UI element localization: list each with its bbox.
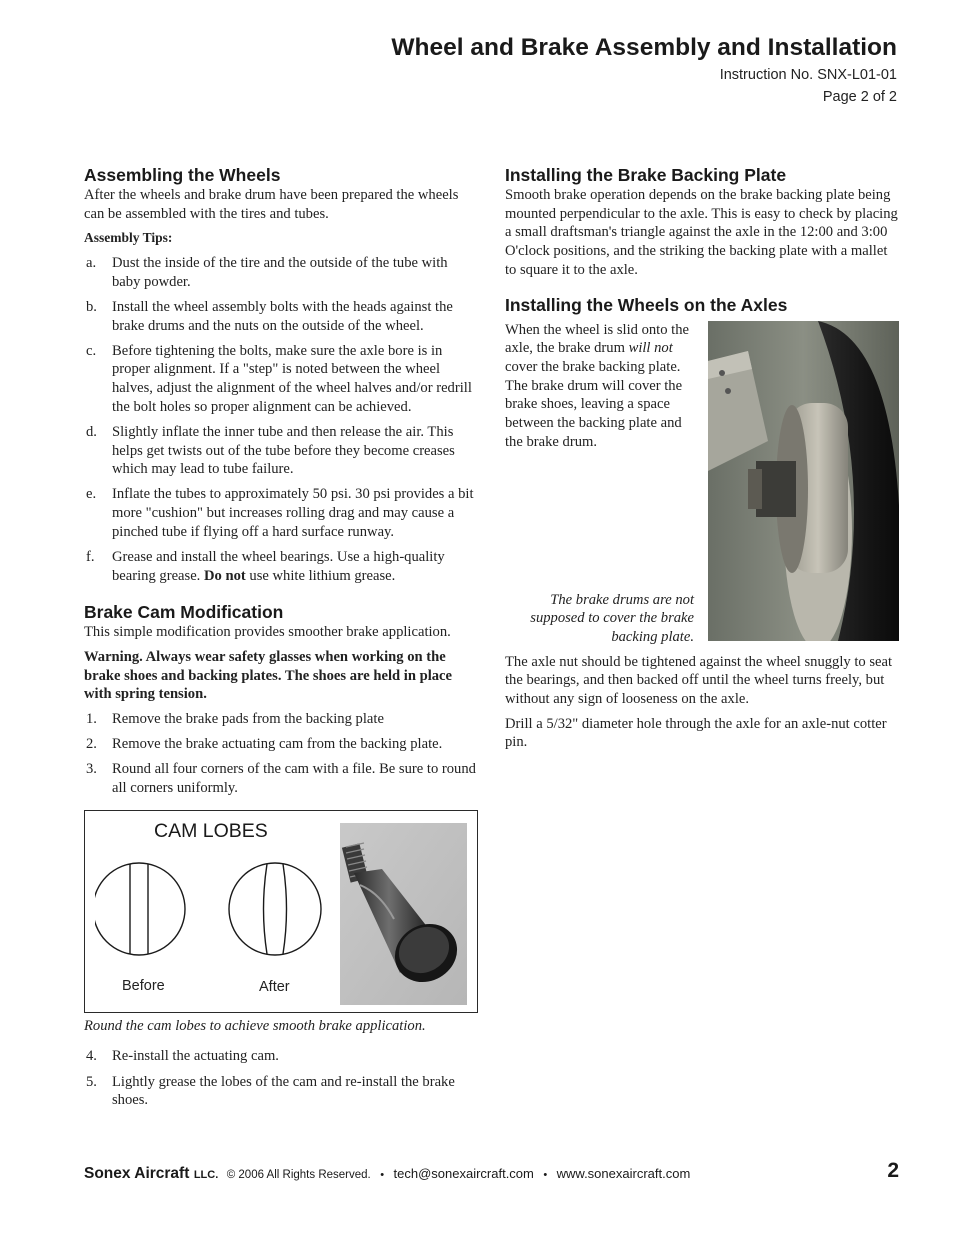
emphasis-do-not: Do not [203, 567, 246, 584]
list-item-text: Lightly grease the lobes of the cam and re-install the brake shoes. [112, 1073, 455, 1109]
company-suffix: LLC [193, 1169, 216, 1181]
list-marker: 1. [86, 711, 97, 728]
list-item-text: Before tightening the bolts, make sure the axle bore is in proper alignment. If a "step" is noted between the wheel halves, adjust the alignment of the wheel halves and/or redrill the bolt holes so proper alignment can be achieved. [112, 342, 472, 415]
footer-info: Sonex Aircraft LLC. © 2006 All Rights Reserved. • tech@sonexaircraft.com • www.sonexaircraft.com [84, 1165, 691, 1182]
safety-warning: Warning. Always wear safety glasses when working on the brake shoes and backing plates. The shoes are held in place with spring tension. [84, 649, 453, 703]
page-number: 2 [887, 1159, 899, 1182]
list-marker: d. [86, 423, 97, 440]
list-marker: a. [86, 255, 97, 272]
assembling-intro: After the wheels and brake drum have been prepared the wheels can be assembled with the tires and tubes. [84, 187, 459, 222]
list-item [84, 423, 479, 479]
wheel-brake-photo [708, 321, 899, 641]
email-link[interactable]: tech@sonexaircraft.com [393, 1166, 534, 1181]
right-column [505, 164, 899, 752]
emphasis-will-not: will not [628, 340, 673, 357]
list-item-text: Round all four corners of the cam with a file. Be sure to round all corners uniformly. [112, 761, 476, 797]
list-marker: b. [86, 298, 97, 315]
cam-steps-list-continued [84, 1047, 479, 1110]
assembly-tips-label: Assembly Tips: [84, 230, 173, 246]
cam-steps-list [84, 710, 479, 798]
list-marker: 3. [86, 761, 97, 778]
list-item-text: Remove the brake pads from the backing plate [112, 711, 384, 728]
document-title: Wheel and Brake Assembly and Installation [391, 34, 897, 61]
list-item [84, 1073, 479, 1110]
list-marker: c. [86, 342, 97, 359]
list-marker: 4. [86, 1048, 97, 1065]
instruction-number: Instruction No. SNX-L01-01 [719, 67, 897, 83]
list-marker: 2. [86, 736, 97, 753]
backing-plate-heading: Installing the Brake Backing Plate [505, 165, 787, 185]
before-label: Before [122, 977, 165, 994]
cam-photo [340, 823, 467, 1005]
list-item-text: Remove the brake actuating cam from the backing plate. [112, 736, 443, 753]
wheels-axles-heading: Installing the Wheels on the Axles [505, 294, 788, 315]
list-item [84, 710, 479, 729]
wheel-photo-caption: The brake drums are not supposed to cover the brake backing plate. [530, 591, 694, 645]
cam-lobes-label: CAM LOBES [154, 819, 268, 842]
cam-lobe-before [95, 863, 185, 955]
cam-lobes-figure [84, 810, 478, 1013]
company-name: Sonex Aircraft [84, 1165, 190, 1182]
list-item [84, 760, 479, 797]
bullet-separator: • [380, 1169, 385, 1181]
list-item [84, 735, 479, 754]
cotter-pin-paragraph: Drill a 5/32" diameter hole through the axle for an axle-nut cotter pin. [505, 715, 887, 751]
list-item-text: Slightly inflate the inner tube and then release the air. This helps get twists out of the tube before they become creases which may lead to tube failure. [112, 423, 455, 478]
brake-cam-intro: This simple modification provides smoother brake application. [84, 624, 451, 641]
website-link[interactable]: www.sonexaircraft.com [556, 1166, 691, 1181]
brake-cam-heading: Brake Cam Modification [84, 602, 284, 623]
list-item [84, 298, 479, 335]
list-item [84, 1047, 479, 1066]
list-item-text: Grease and install the wheel bearings. Use a high-quality bearing grease. Do not use white lithium grease. [112, 548, 445, 584]
list-item-text: Inflate the tubes to approximately 50 psi. 30 psi provides a bit more "cushion" but increases rolling drag and may cause a pinched tube if flying off a hard surface runway. [112, 486, 474, 540]
after-label: After [259, 978, 290, 995]
list-marker: e. [86, 486, 97, 503]
axle-paragraph: When the wheel is slid onto the axle, the brake drum will not cover the brake backing plate. The brake drum will cover the brake shoes, leaving a space between the backing plate and the brake drum. [505, 321, 690, 450]
list-marker: f. [86, 548, 95, 565]
list-marker: 5. [86, 1073, 97, 1090]
cam-figure-caption: Round the cam lobes to achieve smooth brake application. [84, 1017, 426, 1034]
left-column [84, 164, 479, 1116]
assembly-tips-list [84, 254, 479, 585]
list-item [84, 485, 479, 541]
cam-lobe-diagram [95, 861, 335, 971]
axle-section [505, 321, 899, 643]
copyright-text: © 2006 All Rights Reserved. [226, 1169, 371, 1181]
backing-plate-text: Smooth brake operation depends on the brake backing plate being mounted perpendicular to the axle. This is easy to check by placing a small draftsman's triangle against the axle in the 12:00 and 3:00 O'clock positions, and the striking the backing plate with a mallet to square it to the axle. [505, 187, 898, 278]
list-item-text: Install the wheel assembly bolts with the heads against the brake drums and the nuts on the outside of the wheel. [112, 298, 453, 334]
cam-lobe-after [229, 863, 321, 955]
list-item [84, 342, 479, 417]
page-footer [84, 1159, 899, 1185]
page-indicator: Page 2 of 2 [822, 89, 897, 105]
axle-nut-paragraph: The axle nut should be tightened against the wheel snuggly to seat the bearings, and then backed off until the wheel turns freely, but without any sign of looseness on the axle. [505, 653, 893, 707]
list-item-text: Dust the inside of the tire and the outside of the tube with baby powder. [112, 255, 448, 290]
list-item-text: Re-install the actuating cam. [112, 1048, 279, 1065]
list-item [84, 548, 479, 585]
bullet-separator: • [543, 1169, 548, 1181]
assembling-wheels-heading: Assembling the Wheels [84, 165, 281, 185]
list-item [84, 254, 479, 291]
